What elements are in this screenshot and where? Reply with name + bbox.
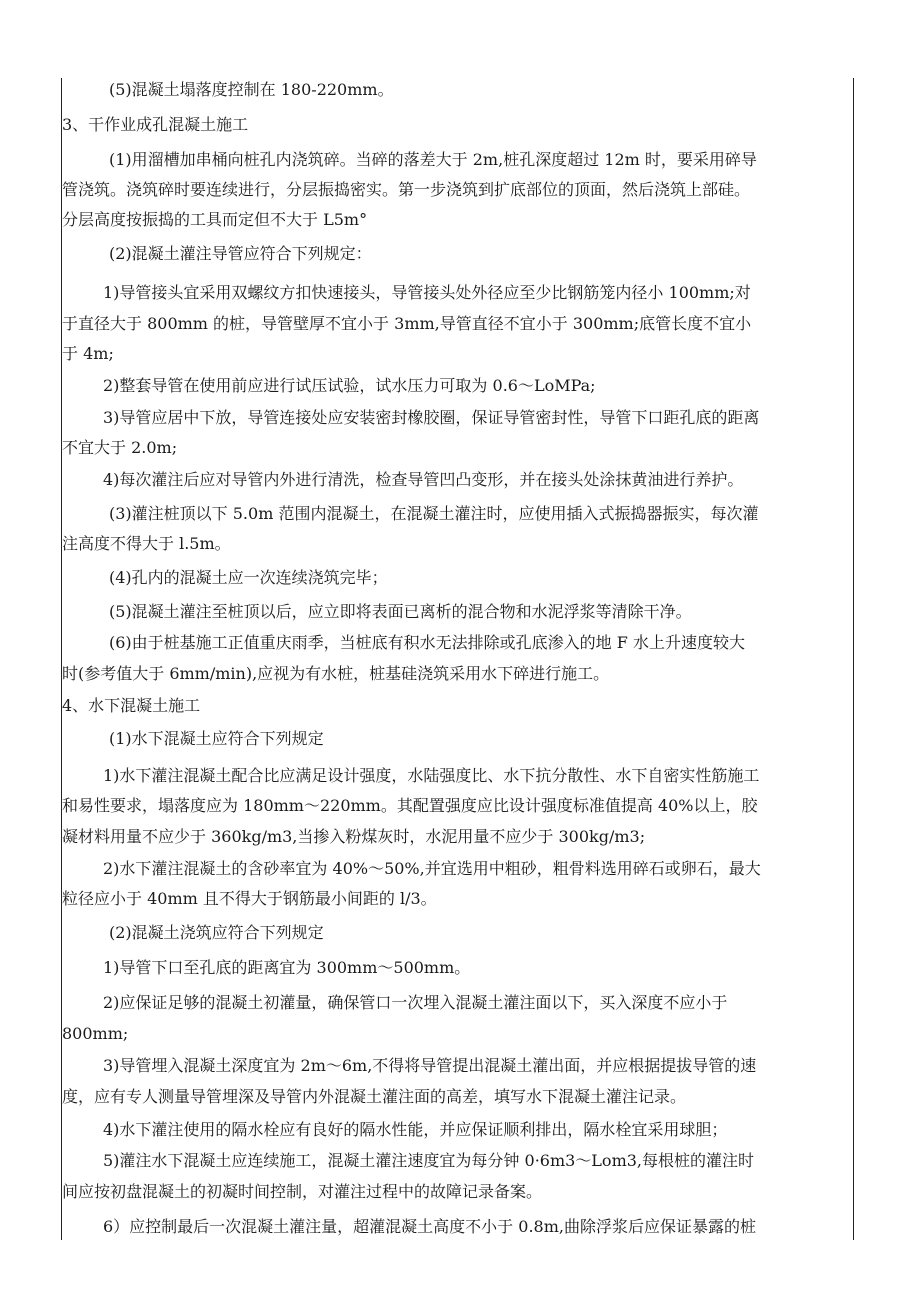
text-line: 管浇筑。浇筑碎时要连续进行，分层振捣密实。第一步浇筑到扩底部位的顶面，然后浇筑上部硅。 [62,180,751,199]
section-heading: 3、干作业成孔混凝土施工 [62,115,249,134]
text-line: (1)用溜槽加串桶向桩孔内浇筑碎。当碎的落差大于 2m,桩孔深度超过 12m 时，要采用碎导 [109,150,757,169]
text-line: 于直径大于 800mm 的桩，导管壁厚不宜小于 3mm,导管直径不宜小于 300mm;底管长度不宜小 [62,314,752,333]
text-line: (5)混凝土塌落度控制在 180-220mm。 [109,80,394,99]
text-line: (2)混凝土灌注导管应符合下列规定： [109,244,372,263]
text-line: 于 4m; [62,344,114,363]
text-line: (2)混凝土浇筑应符合下列规定 [109,923,324,942]
text-line: (6)由于桩基施工正值重庆雨季，当桩底有积水无法排除或孔底渗入的地 F 水上升速度较大 [109,633,745,652]
text-line: 3)导管应居中下放，导管连接处应安装密封橡胶圈，保证导管密封性，导管下口距孔底的距离 [103,408,760,427]
text-line: 度，应有专人测量导管埋深及导管内外混凝土灌注面的高差，填写水下混凝土灌注记录。 [62,1087,687,1106]
text-line: 和易性要求，塌落度应为 180mm～220mm。其配置强度应比设计强度标准值提高 40%以上，胶 [62,796,758,815]
section-heading: 4、水下混凝土施工 [62,696,201,715]
text-line: (4)孔内的混凝土应一次连续浇筑完毕； [109,568,388,587]
text-line: 粒径应小于 40mm 且不得大于钢筋最小间距的 l/3。 [62,889,437,908]
text-line: 5)灌注水下混凝土应连续施工，混凝土灌注速度宜为每分钟 0·6m3～Lom3,每根桩的灌注时 [103,1151,755,1170]
text-line: 1)导管下口至孔底的距离宜为 300mm～500mm。 [103,958,471,977]
text-line: (1)水下混凝土应符合下列规定 [109,729,324,748]
text-line: 分层高度按振捣的工具而定但不大于 L5m° [62,210,368,229]
text-line: 注高度不得大于 l.5m。 [62,534,231,553]
text-line: 2)应保证足够的混凝土初灌量，确保管口一次埋入混凝土灌注面以下，买入深度不应小于 [103,993,728,1012]
text-line: 4)水下灌注使用的隔水栓应有良好的隔水性能，并应保证顺利排出，隔水栓宜采用球胆； [103,1120,728,1139]
text-line: 800mm; [62,1024,129,1043]
text-line: (3)灌注桩顶以下 5.0m 范围内混凝土，在混凝土灌注时，应使用插入式振捣器振实，每次灌 [109,504,759,523]
text-line: 1)导管接头宜采用双螺纹方扣快速接头，导管接头处外径应至少比钢筋笼内径小 100mm;对 [103,283,751,302]
text-line: 不宜大于 2.0m; [62,438,178,457]
text-line: 3)导管埋入混凝土深度宜为 2m～6m,不得将导管提出混凝土灌出面，并应根据提拔导管的速 [103,1056,757,1075]
text-line: 1)水下灌注混凝土配合比应满足设计强度，水陆强度比、水下抗分散性、水下自密实性筋施工 [103,766,760,785]
text-line: 6）应控制最后一次混凝土灌注量，超灌混凝土高度不小于 0.8m,曲除浮浆后应保证暴露的桩 [103,1217,756,1236]
text-line: (5)混凝土灌注至桩顶以后，应立即将表面已离析的混合物和水泥浮浆等清除干净。 [109,602,692,621]
text-line: 时(参考值大于 6mm/min),应视为有水桩，桩基硅浇筑采用水下碎进行施工。 [62,664,610,683]
text-line: 2)整套导管在使用前应进行试压试验，试水压力可取为 0.6～LoMPa; [103,376,596,395]
text-line: 凝材料用量不应少于 360kg/m3,当掺入粉煤灰时，水泥用量不应少于 300kg/m3; [62,827,646,846]
text-line: 4)每次灌注后应对导管内外进行清洗，检查导管凹凸变形，并在接头处涂抹黄油进行养护。 [103,470,744,489]
text-line: 间应按初盘混凝土的初凝时间控制，对灌注过程中的故障记录备案。 [62,1182,543,1201]
text-line: 2)水下灌注混凝土的含砂率宜为 40%～50%,并宜选用中粗砂，粗骨料选用碎石或卵石，最大 [103,859,761,878]
